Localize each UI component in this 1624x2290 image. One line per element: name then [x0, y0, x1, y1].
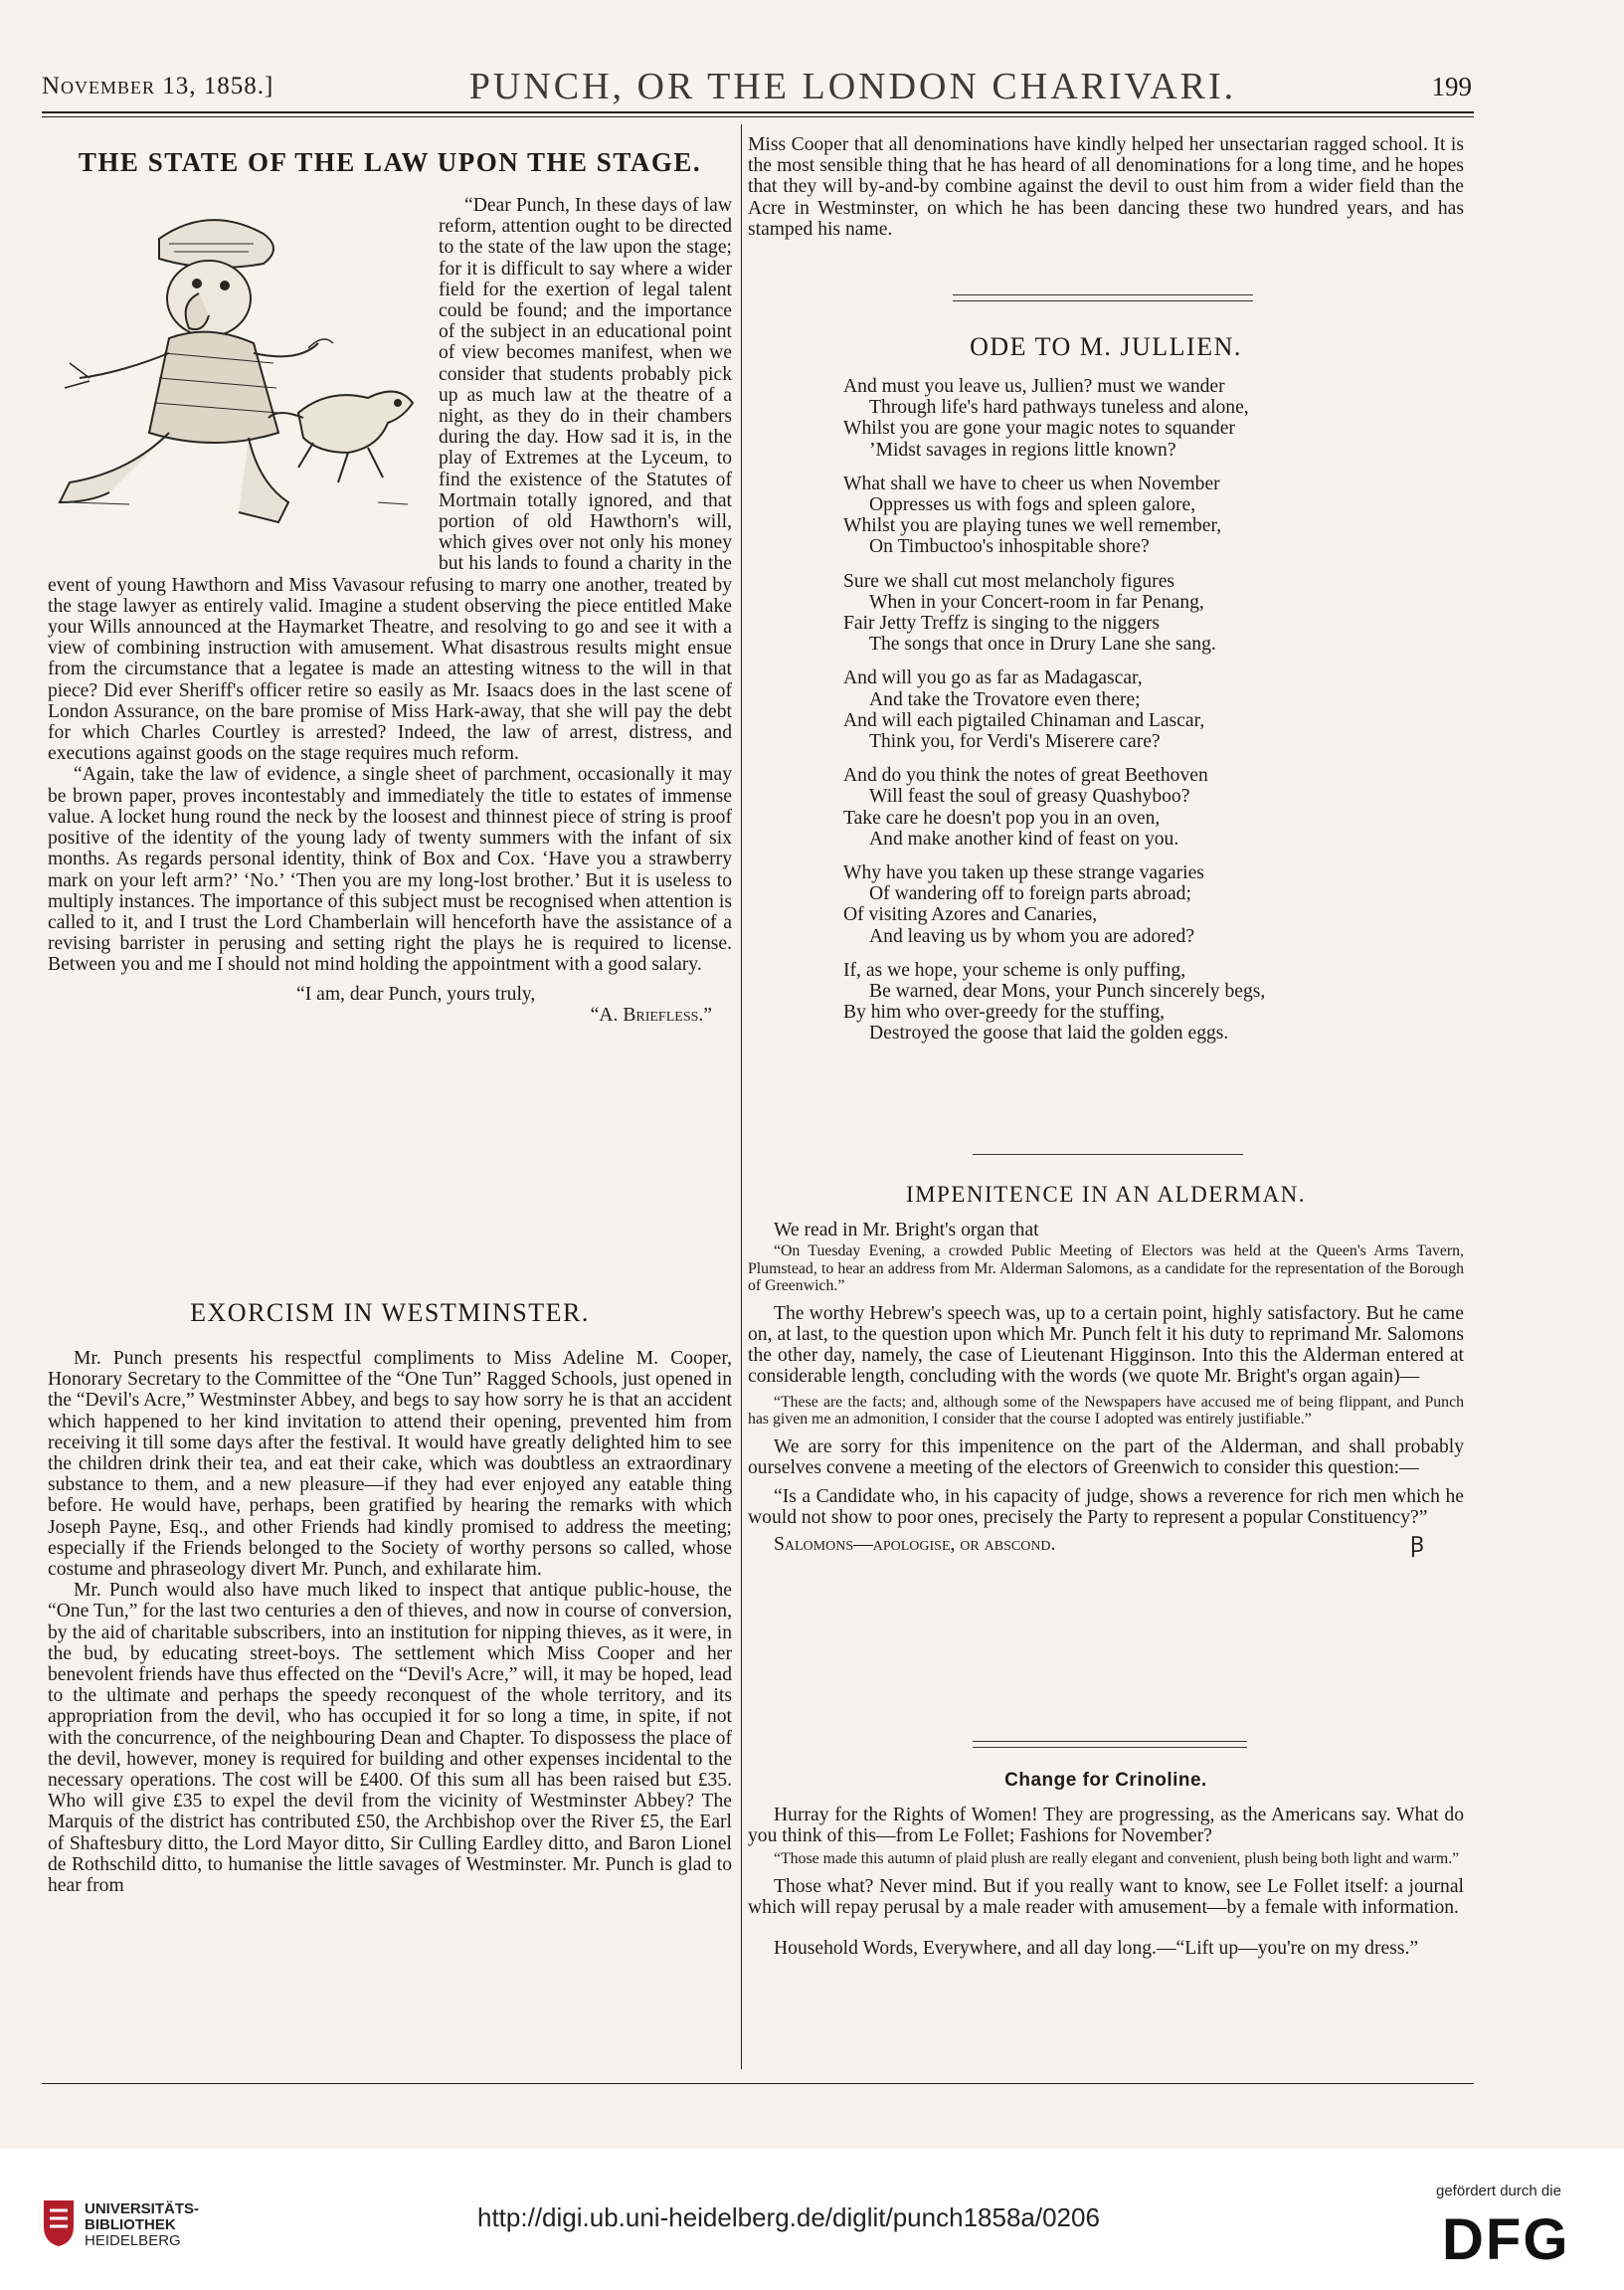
masthead-title: PUNCH, OR THE LONDON CHARIVARI. [468, 66, 1237, 107]
poem-line: And make another kind of feast on you. [869, 828, 1179, 850]
article-title-law-stage: THE STATE OF THE LAW UPON THE STAGE. [78, 147, 702, 177]
poem-line: And take the Trovatore even there; [869, 688, 1141, 710]
article-alderman-body [748, 1220, 1464, 1556]
poem-line: Whilst you are gone your magic notes to squander [843, 418, 1235, 440]
poem-line: On Timbuctoo's inhospitable shore? [869, 536, 1150, 558]
poem-line: Whilst you are playing tunes we well remember, [843, 515, 1222, 537]
article-law-stage-body [48, 195, 732, 1026]
law-stage-paragraph-1: “Dear Punch, In these days of law reform, attention ought to be directed to the state of the law upon the stage; for it is difficult to say where a wider field for the exertion of legal talent could be found; and the importance of the subject in an educational point of view becomes manifest, when we consider that students probably pick up as much law at the theatre of a night, as they do in their chambers during the day. How sad it is, in the play of Extremes at the Lyceum, to find the existence of the Statutes of Mortmain totally ignored, and that portion of old Hawthorn's will, which gives over not only his money but his lands to found a charity in the event of young Hawthorn and Miss Vavasour refusing to marry one another, treated by the stage lawyer as entirely valid. Imagine a student observing the piece entitled Make your Wills announced at the Haymarket Theatre, and resolving to go and see it with a view of combining instruction with amusement. What disastrous results might ensue from the circumstance that a legatee is made an attesting witness to the will in that piece? Did ever Sheriff's officer retire so easily as Mr. Isaacs does in the last scene of London Assurance, on the bare promise of Miss Hark-away, that she will pay the debt for which Charles Courtley is arrested? Indeed, the law of arrest, distress, and executions against goods on the stage requires much reform. [48, 195, 732, 765]
article-exorcism-body [48, 1348, 732, 1896]
alderman-title: IMPENITENCE IN AN ALDERMAN. [905, 1182, 1307, 1207]
library-name-line: BIBLIOTHEK [85, 2216, 176, 2233]
poem-line: When in your Concert-room in far Penang, [869, 591, 1204, 613]
poem-line: ’Midst savages in regions little known? [869, 439, 1176, 461]
poem-line: Why have you taken up these strange vagaries [843, 862, 1204, 884]
bottom-rule [42, 2083, 1474, 2084]
poem-line: By him who over-greedy for the stuffing, [843, 1002, 1166, 1024]
page-header [42, 64, 1472, 109]
alderman-paragraph-2: We are sorry for this impenitence on the part of the Alderman, and shall probably ourselves convene a meeting of the electors of Greenwich to consider this question:— [748, 1435, 1464, 1478]
law-stage-paragraph-2: “Again, take the law of evidence, a single sheet of parchment, occasionally it may be brown paper, proves incontestably and immediately the title to estates of immense value. A locket hung round the neck by the loosest and thinnest piece of string is proof positive of the identity of the young lady of twenty summers with the infant of six months. As regards personal identity, think of Box and Cox. ‘Have you a strawberry mark on your left arm?’ ‘No.’ ‘Then you are my long-lost brother.’ But it is useless to multiply instances. The importance of this subject must be recognised when attention is called to it, and I trust the Lord Chamberlain will henceforth have the assistance of a revising barrister in perusing and setting right the plays he is required to license. Between you and me I should not mind holding the appointment with a good salary. [48, 764, 732, 976]
poem-line: Take care he doesn't pop you in an oven, [843, 807, 1161, 829]
crinoline-paragraph-2: Those what? Never mind. But if you really want to know, see Le Follet itself: a journal which will repay perusal by a male reader with amusement—by a female with information. [748, 1875, 1464, 1919]
poem-line: And will you go as far as Madagascar, [843, 668, 1143, 689]
poem-line: And will each pigtailed Chinaman and Lascar, [843, 709, 1205, 731]
library-name-line: HEIDELBERG [85, 2232, 181, 2249]
alderman-paragraph-1: The worthy Hebrew's speech was, up to a certain point, highly satisfactory. But he came on, at last, to the question upon which Mr. Punch felt it his duty to reprimand Mr. Salomons the other day, namely, the case of Lieutenant Higginson. Into this the Alderman entered at considerable length, concluding with the words (we quote Mr. Bright's organ again)— [748, 1302, 1464, 1388]
permalink-url[interactable]: http://digi.ub.uni-heidelberg.de/diglit/punch1858a/0206 [477, 2202, 1100, 2232]
column-divider [741, 124, 742, 2069]
ode-stanza [843, 960, 1440, 1045]
poem-line: Think you, for Verdi's Miserere care? [869, 731, 1161, 753]
ode-stanza [843, 571, 1440, 656]
crinoline-title: Change for Crinoline. [1004, 1770, 1207, 1791]
ode-stanza [843, 862, 1440, 947]
section-separator [973, 1741, 1247, 1748]
poem-line: Of visiting Azores and Canaries, [843, 904, 1098, 926]
poem-line: Of wandering off to foreign parts abroad; [869, 883, 1191, 905]
alderman-quote-2: “These are the facts; and, although some of the Newspapers have accused me of being flippant, and Punch has given me an admonition, I consider that the course I adopted was entirely justifiable.” [748, 1393, 1464, 1429]
ode-stanza [843, 474, 1440, 558]
poem-line: And must you leave us, Jullien? must we wander [843, 376, 1225, 397]
crinoline-quote: “Those made this autumn of plaid plush are really elegant and convenient, plush being both light and warm.” [774, 1850, 1460, 1868]
poem-line: Will feast the soul of greasy Quashyboo? [869, 786, 1190, 808]
library-name [85, 2201, 199, 2249]
exorcism-paragraph-2: Mr. Punch would also have much liked to inspect that antique public-house, the “One Tun,” for the last two centuries a den of thieves, and now in course of conversion, by the aid of charitable subscribers, into an institution for nipping thieves, as it were, in the bud, by educating street-boys. The settlement which Miss Cooper and her benevolent friends have thus effected on the “Devil's Acre,” will, it may be hoped, lead to the ultimate and perhaps the speedy reconquest of the whole territory, and its appropriation from the devil, who has occupied it for so long a time, in spite, if not with the concurrence, of the neighbouring Dean and Chapter. To dispossess the place of the devil, however, money is required for building and other expenses incidental to the necessary operations. The cost will be £400. Of this sum all has been raised but £35. Who will give £35 to expel the devil from the vicinity of Westminster Abbey? The Marquis of the district has contributed £50, the Archbishop over the River £5, the Earl of Shaftesbury ditto, the Lord Mayor ditto, Sir Culling Eardley ditto, and Baron Lionel de Rothschild ditto, to humanise the little savages of Westminster. Mr. Punch is glad to hear from [48, 1580, 732, 1897]
poem-line: And leaving us by whom you are adored? [869, 925, 1195, 947]
alderman-paragraph-3: “Is a Candidate who, in his capacity of judge, shows a reverence for rich men which he would not show to poor ones, precisely the Party to represent a popular Constituency?” [748, 1485, 1464, 1529]
crinoline-paragraph-1: Hurray for the Rights of Women! They are progressing, as the Americans say. What do you think of this—from Le Follet; Fashions for November? [748, 1805, 1464, 1847]
poem-line: Destroyed the goose that laid the golden eggs. [869, 1023, 1229, 1045]
library-seal-icon [40, 2196, 78, 2248]
page-number: 199 [1431, 71, 1472, 101]
header-rule-thin [42, 116, 1474, 117]
article-title-exorcism: EXORCISM IN WESTMINSTER. [190, 1298, 590, 1327]
funding-text: gefördert durch die [1436, 2183, 1561, 2199]
ode-title: ODE TO M. JULLIEN. [970, 332, 1242, 361]
poem-line: Sure we shall cut most melancholy figures [843, 570, 1175, 592]
exorcism-paragraph-3: Miss Cooper that all denominations have kindly helped her unsectarian ragged school. It is the most sensible thing that he has heard of all denominations for a long time, and he hopes that they will by-and-by combine against the devil to oust him from a wider field than the Acre in Westminster, on which he has been dancing these two hundred years, and has stamped his name. [748, 134, 1464, 240]
poem-line: Through life's hard pathways tuneless and alone, [869, 397, 1249, 419]
header-rule [42, 111, 1474, 113]
poem-line: Oppresses us with fogs and spleen galore, [869, 494, 1196, 516]
letter-closing: “I am, dear Punch, yours truly, [296, 983, 536, 1005]
alderman-paragraph-4: Salomons—apologise, or abscond. [774, 1534, 1056, 1556]
ode-stanza [843, 668, 1440, 752]
section-separator [953, 294, 1253, 301]
section-separator [973, 1154, 1243, 1155]
alderman-intro: We read in Mr. Bright's organ that [774, 1220, 1039, 1240]
crinoline-paragraph-3: Household Words, Everywhere, and all day long.—“Lift up—you're on my dress.” [774, 1938, 1419, 1960]
ode-poem [843, 376, 1440, 1057]
poem-line: Fair Jetty Treffz is singing to the niggers [843, 613, 1161, 635]
letter-signature: “A. Briefless.” [590, 1004, 712, 1026]
ode-stanza [843, 765, 1440, 850]
exorcism-continuation [748, 134, 1464, 240]
poem-line: And do you think the notes of great Beethoven [843, 765, 1208, 787]
dfg-logo: DFG [1442, 2207, 1570, 2272]
library-name-line: UNIVERSITÄTS- [85, 2200, 200, 2217]
poem-line: Be warned, dear Mons, your Punch sincerely begs, [869, 981, 1266, 1003]
poem-line: If, as we hope, your scheme is only puffing, [843, 959, 1186, 981]
issue-date: November 13, 1858.] [42, 73, 274, 99]
poem-line: The songs that once in Drury Lane she sang. [869, 634, 1216, 656]
alderman-quote-1: “On Tuesday Evening, a crowded Public Meeting of Electors was held at the Queen's Arms Tavern, Plumstead, to hear an address from Mr. Alderman Salomons, as a candidate for the representation of the Borough of Greenwich.” [748, 1242, 1464, 1295]
exorcism-paragraph-1: Mr. Punch presents his respectful compliments to Miss Adeline M. Cooper, Honorary Secretary to the Committee of the “One Tun” Ragged Schools, just opened in the “Devil's Acre,” Westminster Abbey, and begs to say how sorry he is that an accident which happened to her kind invitation to attend their opening, prevented him from receiving it till some days after the festival. It would have greatly delighted him to see the children drink their tea, and eat their cake, which was doubtless an extraordinary substance to them, and a new pleasure—if they had ever enjoyed any eatable thing before. He would have, perhaps, been gratified by hearing the remarks with which Joseph Payne, Esq., and other Friends had kindly promised to address the meeting; especially if the Friends belonged to the Society of worthy persons so called, whose costume and phraseology divert Mr. Punch, and exhilarate him. [48, 1348, 732, 1581]
poem-line: What shall we have to cheer us when November [843, 473, 1220, 494]
article-crinoline-body [748, 1805, 1464, 1960]
ode-stanza [843, 376, 1440, 461]
punch-mark: Ꞵ [1409, 1532, 1424, 1558]
